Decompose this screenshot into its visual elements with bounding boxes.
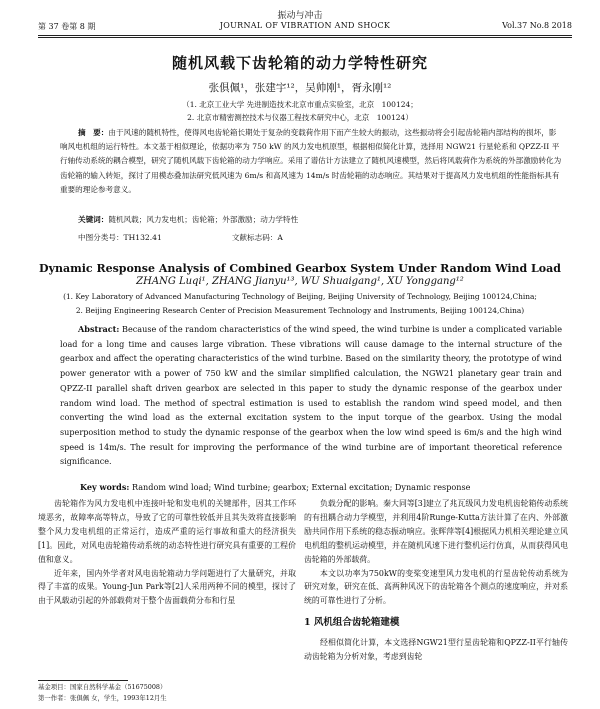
footnote-funding: 基金项目：国家自然科学基金（51675008） [38,683,167,691]
clc-number: 中图分类号：TH132.41 [78,233,162,242]
abstract-en [60,322,562,469]
body-paragraph: 负载分配的影响。秦大同等[3]建立了兆瓦级风力发电机齿轮箱传动系统的有扭耦合动力学模型，并利用4阶Runge-Kutta方法计算了在内、外部激励共同作用下系统的稳态振动响应。张辉萍等[4]根据风力机相关理论建立风电机组的整机运动模型，并在随机风速下进行整机运行仿真，从而获得风电齿轮箱的外部载荷。 [304,499,568,564]
footnote-rule [38,680,128,681]
header-rule [38,35,572,36]
body-column-left [38,497,296,608]
abstract-en-label: Abstract: [78,324,120,334]
document-code: 文献标志码：A [231,233,283,242]
keywords-cn-text: 随机风载；风力发电机；齿轮箱；外部激励；动力学特性 [108,215,299,224]
body-paragraph: 经相似简化计算，本文选择NGW21型行星齿轮箱和QPZZ-II平行轴传动齿轮箱为分析对象，考虑到齿轮 [304,638,568,662]
abstract-cn-label: 摘 要： [78,128,109,137]
keywords-cn [78,214,562,225]
authors-en: ZHANG Luqi¹, ZHANG Jianyu¹³, WU Shuaigang¹, XU Yonggang¹² [136,276,464,287]
body-paragraph: 齿轮箱作为风力发电机中连接叶轮和发电机的关键部件，因其工作环境恶劣，故障率高等特点，导致了它的可靠性较低并且其失效将直接影响整个风力发电机组的正常运行，造成严重的运行事故和重大的经济损失[1]。因此，对风电齿轮箱传动系统的动态特性进行研究具有重要的工程价值和意义。 [38,499,296,564]
abstract-cn-text: 由于风速的随机特性，使得风电齿轮箱长期处于复杂的变载荷作用下而产生较大的振动，这些振动将会引起齿轮箱内部结构的损坏，影响风电机组的运行特性。本文基于相似理论，依据功率为 750 kW 的风力发电机原型，根据相似简化计算，选择用 NGW21 行星轮系和 QPZZ-II 平行轴传动系统的耦合模型，研究了随机风载下齿轮箱的动力学响应。采用了谱估计方法建立了随机风速模型，然后将风载荷作为系统的外部激励转化为齿轮箱的输入转矩，探讨了用模态叠加法研究低风速为 6m/s 和高风速为 14m/s 时齿轮箱的动态响应。其结果对于提高风力发电机组的性能指标具有重要的理论参考意义。 [60,128,562,194]
footnote-author: 第一作者：张俱佩 女，学生，1993年12月生 [38,694,167,702]
authors-cn: 张俱佩¹，张建宇¹²，吴帅刚¹，胥永刚¹² [208,82,392,94]
abstract-cn [60,126,562,197]
affiliation-en-2: 2. Beijing Engineering Research Center of Precision Measurement Technology and Instruments, Beijing 100124,China) [75,306,525,315]
body-paragraph: 近年来，国内外学者对风电齿轮箱动力学问题进行了大量研究，并取得了丰富的成果。Young-Jun Park等[2]人采用两种不同的模型，探讨了由于风载动引起的外部载荷对于整个齿面载荷分布和行星 [38,568,296,606]
keywords-en [80,482,562,492]
running-header [38,21,572,35]
classification-cn [78,232,353,243]
volume-issue-en: Vol.37 No.8 2018 [502,21,572,30]
affiliation-cn-2: 2. 北京市精密测控技术与仪器工程技术研究中心，北京 100124） [187,113,413,122]
affiliation-en-1: (1. Key Laboratory of Advanced Manufacturing Technology of Beijing, Beijing University of Technology, Beijing 100124,China; [63,292,537,301]
keywords-en-label: Key words: [80,482,130,492]
volume-issue-cn: 第 37 卷第 8 期 [38,22,96,31]
keywords-cn-label: 关键词： [78,215,109,224]
paper-title-cn: 随机风载下齿轮箱的动力学特性研究 [171,54,428,72]
body-column-right [304,497,568,664]
journal-name-cn: 振动与冲击 [277,11,323,21]
abstract-en-text: Because of the random characteristics of the wind speed, the wind turbine is under a complicated variable load for a long time and causes large vibration. These vibrations will cause damage to the internal structure of the gearbox and affect the operating characteristics of the wind turbine. Based on the similarity theory, the prototype of wind power generator with a power of 750 kW and the similar simplified calculation, the NGW21 planetary gear train and QPZZ-II parallel shaft driven gearbox are selected in this paper to study the dynamic response of the gearbox under random wind load. The method of spectral estimation is used to establish the random wind speed model, and then converting the wind load as the external excitation system to the input torque of the gearbox. Using the modal superposition method to study the dynamic response of the gearbox when the low wind speed is 6m/s and the high wind speed is 14m/s. The result for improving the performance of the wind turbine are of important theoretical reference significance. [60,324,562,467]
header-rule-2 [38,37,572,38]
keywords-en-text: Random wind load; Wind turbine; gearbox; External excitation; Dynamic response [131,482,471,492]
affiliation-cn-1: （1. 北京工业大学 先进制造技术北京市重点实验室，北京 100124； [182,100,418,109]
paper-title-en: Dynamic Response Analysis of Combined Gearbox System Under Random Wind Load [39,262,561,275]
section-heading: 1 风机组合齿轮箱建模 [304,617,400,629]
journal-name-en: JOURNAL OF VIBRATION AND SHOCK [219,21,391,30]
body-paragraph: 本文以功率为750kW的变桨变速型风力发电机的行星齿轮传动系统为研究对象，研究在低、高两种风况下的齿轮箱各个测点的速度响应，并对系统的可靠性进行了分析。 [304,568,568,606]
